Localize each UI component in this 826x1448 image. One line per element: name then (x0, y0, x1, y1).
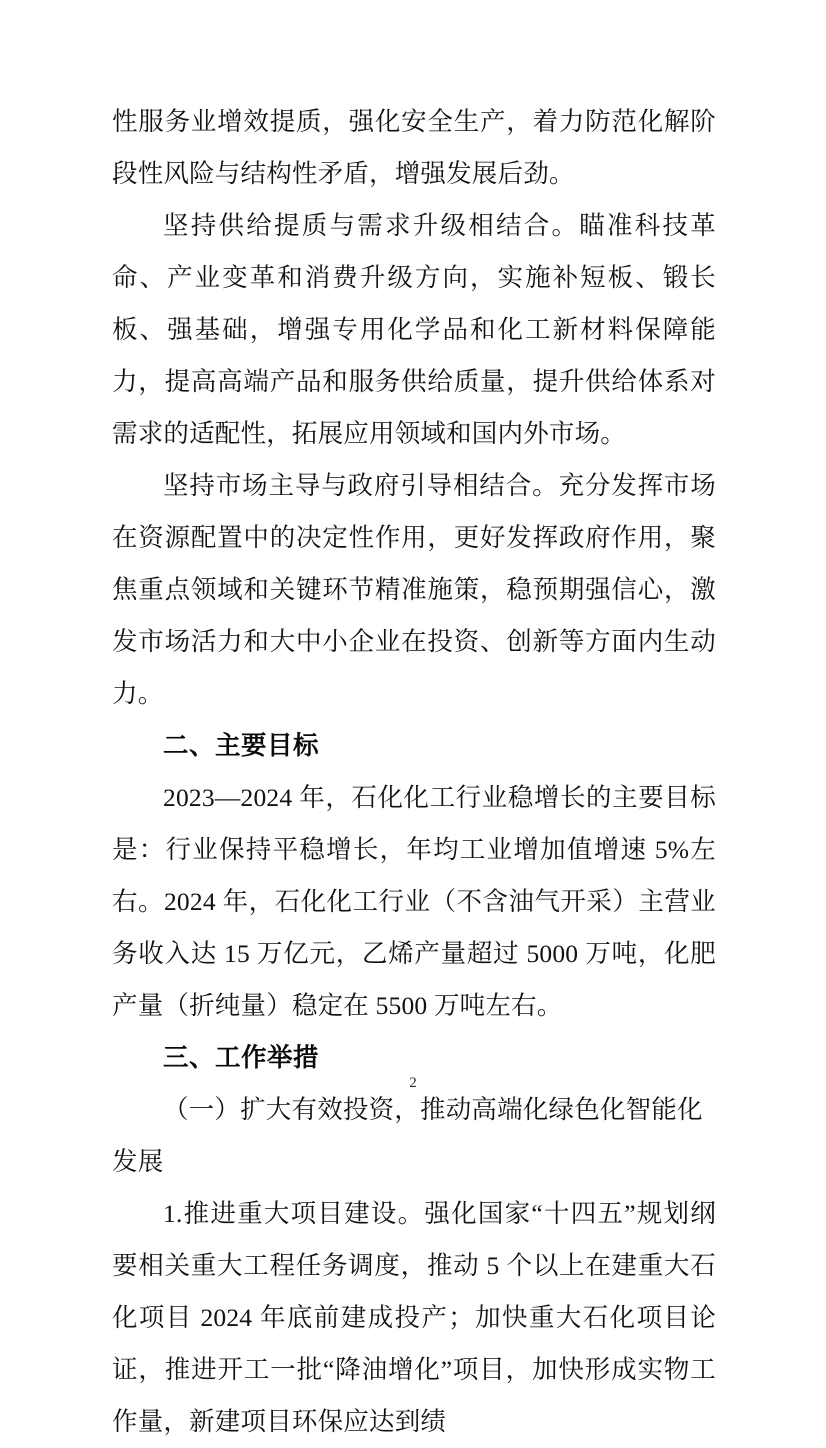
paragraph-continued-from-previous-page: 性服务业增效提质，强化安全生产，着力防范化解阶段性风险与结构性矛盾，增强发展后劲。 (112, 107, 716, 188)
page-footer (0, 1074, 826, 1092)
subsection-heading-expand-effective-investment: （一）扩大有效投资，推动高端化绿色化智能化发展 (112, 1095, 703, 1176)
paragraph-supply-demand-upgrade: 坚持供给提质与需求升级相结合。瞄准科技革命、产业变革和消费升级方向，实施补短板、锻长板、强基础，增强专用化学品和化工新材料保障能力，提高高端产品和服务供给质量，提升供给体系对需求的适配性，拓展应用领域和国内外市场。 (112, 211, 716, 448)
paragraph-advance-major-projects: 1.推进重大项目建设。强化国家“十四五”规划纲要相关重大工程任务调度，推动 5 个以上在建重大石化项目 2024 年底前建成投产；加快重大石化项目论证，推进开工一批“降油增化”项目，加快形成实物工作量，新建项目环保应达到绩 (112, 1199, 716, 1436)
section-heading-main-objectives: 二、主要目标 (163, 732, 320, 760)
page-content (112, 96, 716, 1448)
section-heading-work-measures: 三、工作举措 (163, 1044, 320, 1072)
page-number: 2 (409, 1075, 417, 1091)
paragraph-main-objectives-targets: 2023—2024 年，石化化工行业稳增长的主要目标是：行业保持平稳增长，年均工业增加值增速 5%左右。2024 年，石化化工行业（不含油气开采）主营业务收入达 15 万亿元，乙烯产量超过 5000 万吨，化肥产量（折纯量）稳定在 5500 万吨左右。 (112, 783, 716, 1020)
paragraph-market-government: 坚持市场主导与政府引导相结合。充分发挥市场在资源配置中的决定性作用，更好发挥政府作用，聚焦重点领域和关键环节精准施策，稳预期强信心，激发市场活力和大中小企业在投资、创新等方面内生动力。 (112, 471, 716, 708)
